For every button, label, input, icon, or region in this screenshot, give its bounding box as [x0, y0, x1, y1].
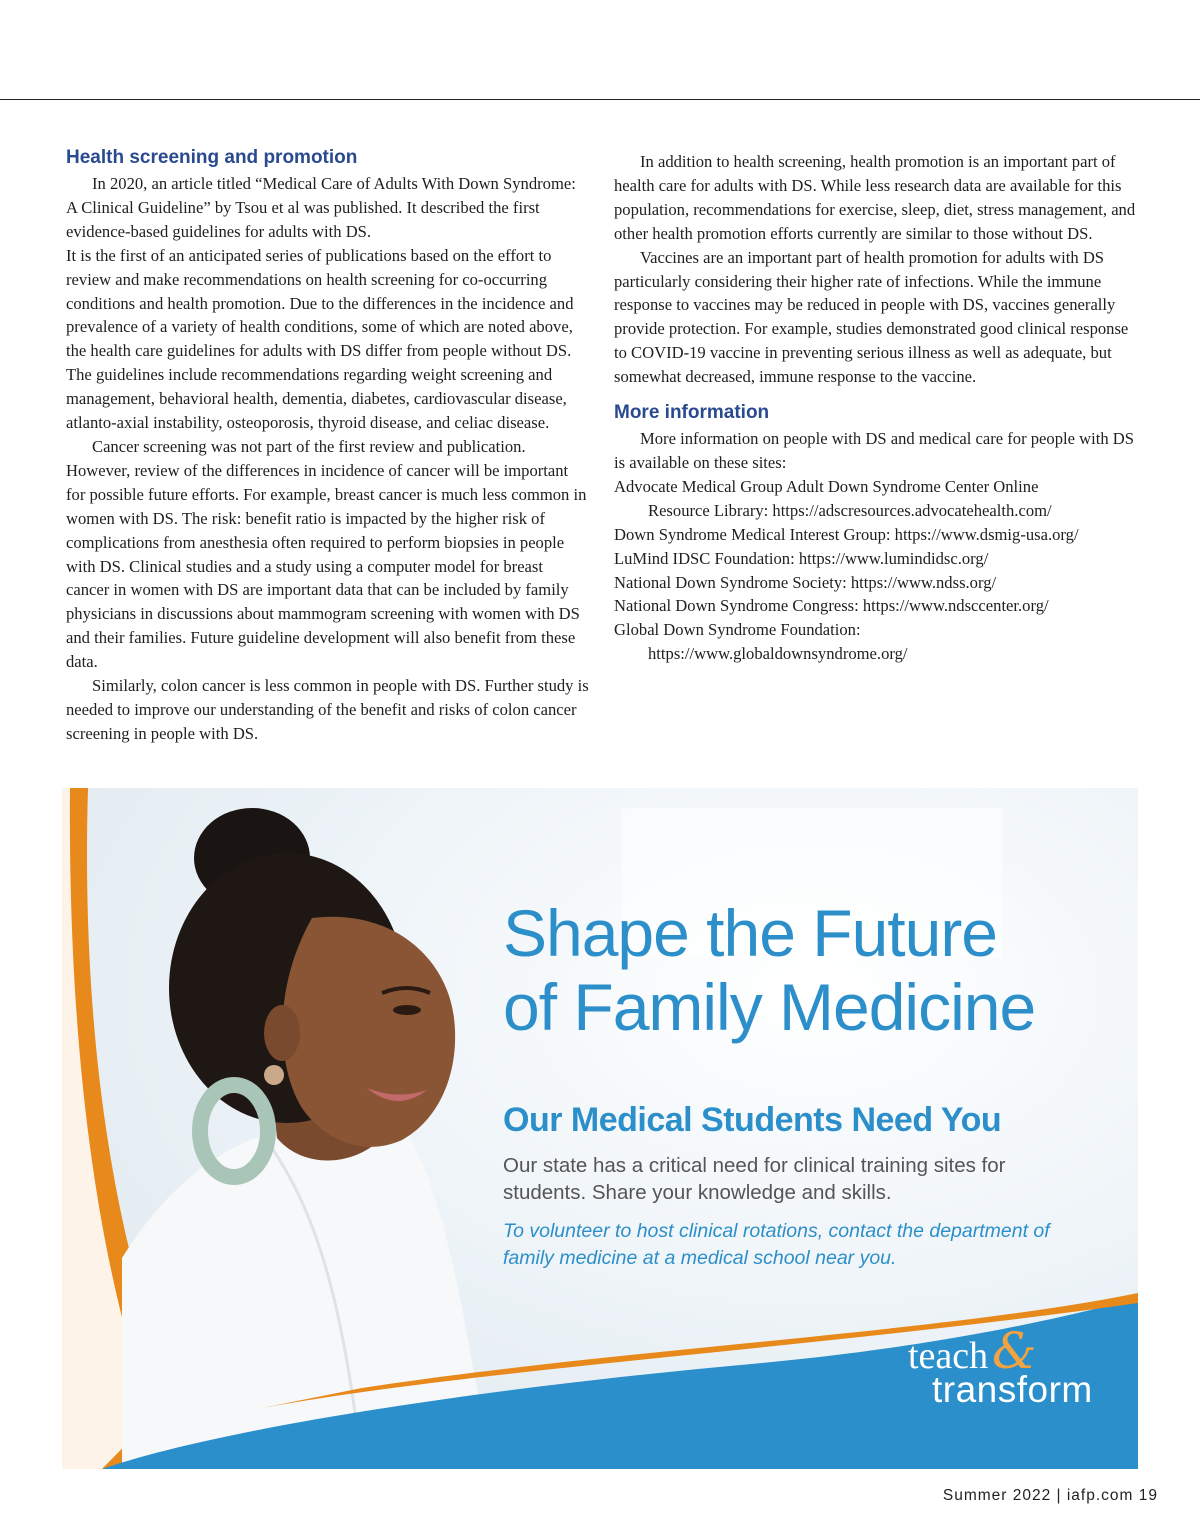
resource-list: [614, 475, 1138, 666]
article-right-column: [614, 146, 1138, 666]
resource-item[interactable]: LuMind IDSC Foundation: https://www.lumindidsc.org/: [614, 548, 989, 568]
page-footer: Summer 2022 | iafp.com 19: [942, 1487, 1158, 1504]
ad-headline-line: Shape the Future: [503, 896, 998, 970]
more-info-intro: More information on people with DS and medical care for people with DS is available on these sites:: [614, 429, 1134, 472]
header-rule: [0, 99, 1200, 100]
resource-link[interactable]: Resource Library: https://adscresources.advocatehealth.com/: [648, 500, 1052, 520]
resource-name: Advocate Medical Group Adult Down Syndrome Center Online: [614, 476, 1039, 496]
resource-item[interactable]: National Down Syndrome Society: https://www.ndss.org/: [614, 572, 997, 592]
section-heading-more-information: More information: [614, 402, 770, 424]
ear: [264, 1005, 300, 1061]
resource-name: Global Down Syndrome Foundation:: [614, 620, 861, 640]
logo-teach-word: teach: [908, 1335, 989, 1377]
ad-subheadline: Our Medical Students Need You: [503, 1101, 1002, 1139]
body-paragraph: It is the first of an anticipated series of publications based on the effort to review and make recommendations on health screening for co-occurring conditions and health promotion. Due to the differences in the incidence and prevalence of a variety of health conditions, some of which are noted above, the health care guidelines for adults with DS differ from people without DS. The guidelines include recommendations regarding weight screening and management, behavioral health, dementia, diabetes, cardiovascular disease, atlanto-axial instability, osteoporosis, thyroid disease, and celiac disease.: [66, 245, 574, 433]
body-paragraph: Vaccines are an important part of health promotion for adults with DS particularly considering their higher rate of infections. While the immune response to vaccines may be reduced in people with DS, vaccines generally provide protection. For example, studies demonstrated good clinical response to COVID-19 vaccine in preventing serious illness as well as adequate, but somewhat decreased, immune response to the vaccine.: [614, 247, 1129, 387]
resource-item: [614, 475, 1138, 523]
advertisement: [62, 788, 1138, 1469]
body-paragraph: In addition to health screening, health promotion is an important part of health care for adults with DS. While less research data are available for this population, recommendations for exercise, sleep, diet, stress management, and other health promotion efforts currently are similar to those without DS.: [614, 152, 1136, 243]
ad-call-to-action: To volunteer to host clinical rotations, contact the department of family medicine at a medical school near you.: [503, 1220, 1050, 1269]
resource-link[interactable]: https://www.globaldownsyndrome.org/: [648, 644, 908, 664]
ad-headline: [503, 896, 1035, 1044]
body-paragraph: In 2020, an article titled “Medical Care of Adults With Down Syndrome: A Clinical Guideline” by Tsou et al was published. It described the first evidence-based guidelines for adults with DS.: [66, 174, 576, 241]
logo-ampersand: &: [992, 1322, 1037, 1380]
resource-item[interactable]: Down Syndrome Medical Interest Group: https://www.dsmig-usa.org/: [614, 524, 1079, 544]
body-paragraph: Similarly, colon cancer is less common in people with DS. Further study is needed to improve our understanding of the benefit and risks of colon cancer screening in people with DS.: [66, 676, 589, 743]
ad-body-text: Our state has a critical need for clinical training sites for students. Share your knowledge and skills.: [503, 1154, 1006, 1204]
resource-item: [614, 618, 1138, 666]
teach-transform-logo: [908, 1322, 1108, 1434]
ad-headline-line: of Family Medicine: [503, 970, 1036, 1044]
face: [283, 917, 456, 1147]
logo-transform-word: transform: [932, 1369, 1093, 1410]
section-heading-health-screening: Health screening and promotion: [66, 147, 358, 168]
body-paragraph: Cancer screening was not part of the first review and publication. However, review of the differences in incidence of cancer will be important for possible future efforts. For example, breast cancer is much less common in women with DS. The risk: benefit ratio is impacted by the higher risk of complications from anesthesia often required to perform biopsies in people with DS. Clinical studies and a study using a computer model for breast cancer in women with DS are important data that can be included by family physicians in discussions about mammogram screening with women with DS and their families. Future guideline development will also benefit from these data.: [66, 436, 587, 672]
article-left-column: [66, 146, 590, 746]
resource-item[interactable]: National Down Syndrome Congress: https://www.ndsccenter.org/: [614, 596, 1049, 616]
earring-stud: [264, 1065, 284, 1085]
eye: [393, 1005, 421, 1015]
